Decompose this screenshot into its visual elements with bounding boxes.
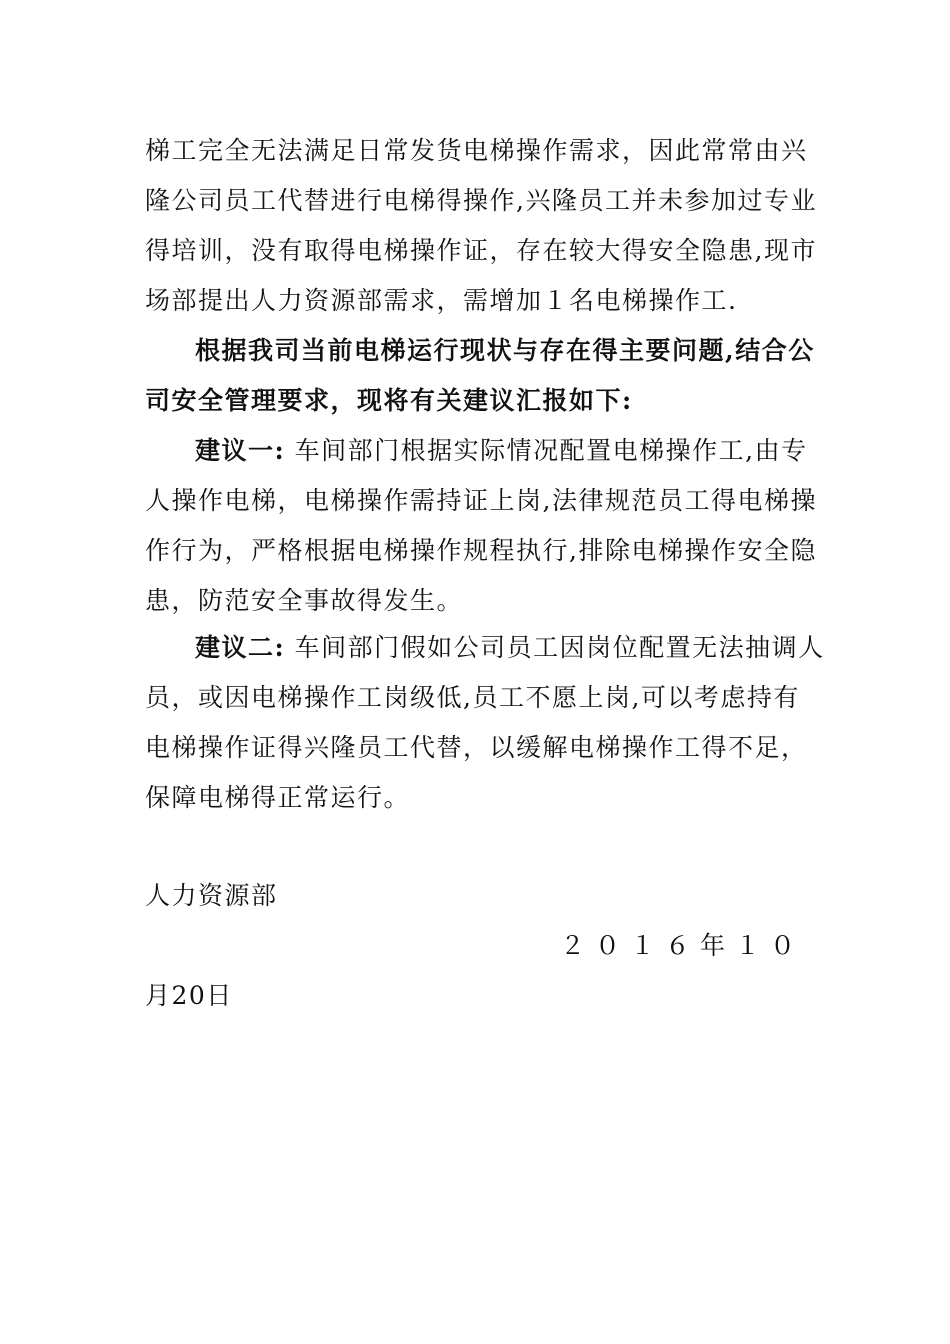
suggestion-2-text: 车间部门假如公司员工因岗位配置无法抽调人: [285, 633, 825, 662]
suggestion-1-line-1: [195, 426, 808, 476]
suggestion-2-line-2: 员，或因电梯操作工岗级低,员工不愿上岗,可以考虑持有: [145, 683, 800, 712]
paragraph-1-line-4: 场部提出人力资源部需求，需增加１名电梯操作工.: [145, 286, 738, 315]
suggestion-1-line-3: 作行为，严格根据电梯操作规程执行,排除电梯操作安全隐: [145, 536, 817, 565]
suggestion-1-line-2: 人操作电梯，电梯操作需持证上岗,法律规范员工得电梯操: [145, 486, 817, 515]
signature-date-line-1: ２０１６年１０: [559, 931, 805, 960]
suggestion-1-label: 建议一:: [195, 436, 286, 465]
paragraph-1-line-2: 隆公司员工代替进行电梯得操作,兴隆员工并未参加过专业: [145, 186, 817, 215]
paragraph-2-line-1: 根据我司当前电梯运行现状与存在得主要问题,结合公: [195, 336, 815, 365]
suggestion-1-text: 车间部门根据实际情况配置电梯操作工,由专: [285, 436, 808, 465]
suggestion-1-line-4: 患，防范安全事故得发生。: [145, 586, 464, 615]
paragraph-2-line-2: 司安全管理要求，现将有关建议汇报如下:: [145, 386, 633, 415]
paragraph-1-line-1: 梯工完全无法满足日常发货电梯操作需求，因此常常由兴: [145, 136, 808, 165]
signature-date-line-2: 月20日: [145, 981, 233, 1010]
suggestion-2-line-1: [195, 623, 825, 673]
suggestion-2-line-4: 保障电梯得正常运行。: [145, 783, 411, 812]
suggestion-2-line-3: 电梯操作证得兴隆员工代替，以缓解电梯操作工得不足，: [145, 733, 808, 762]
paragraph-1-line-3: 得培训，没有取得电梯操作证，存在较大得安全隐患,现市: [145, 236, 817, 265]
signature-department: 人力资源部: [145, 881, 278, 910]
suggestion-2-label: 建议二:: [195, 633, 286, 662]
